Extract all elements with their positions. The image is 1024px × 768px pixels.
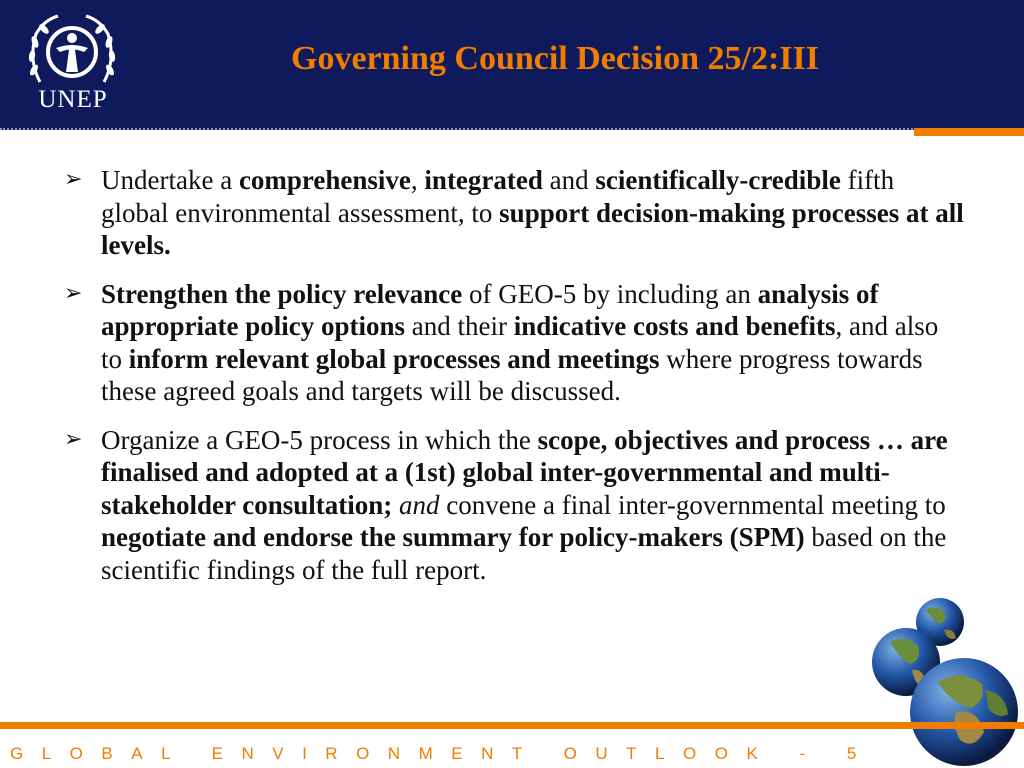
bullet-text-bold: scientifically-credible [595,165,841,195]
bullet-text-bold: inform relevant global processes and meetings [128,343,660,374]
bullet-text-bold: support decision-making processes at all levels. [101,197,964,260]
bullet-text: , [410,165,425,195]
bullet-text: of GEO-5 by including an [462,278,758,309]
bullet-text: fifth global environmental assessment, to [101,165,895,228]
bullet-item [64,278,964,408]
bullet-text: where progress towards these agreed goals and targets will be discussed. [101,343,923,406]
bullet-text: convene a final inter-governmental meeting to [439,489,946,520]
bullet-text: , and also to [101,311,939,374]
bullet-text: and [542,165,596,195]
footer-accent-bar [0,722,1024,729]
bullet-arrow-icon: ➢ [64,426,83,452]
bullet-text: based on the scientific findings of the full report. [101,522,947,585]
bullet-text-bold: indicative costs and benefits [513,311,836,341]
globes-illustration [860,590,1024,768]
bullet-text: Undertake a [101,165,239,195]
bullet-text-bold: comprehensive [238,165,411,195]
bullet-text-bold: Strengthen the policy relevance [101,278,463,309]
header-accent-bar [914,128,1024,136]
bullet-item [64,424,964,587]
header-divider [0,128,1024,130]
bullet-text-bold: analysis of appropriate policy options [101,278,879,341]
bullet-text-italic: and [399,489,440,520]
bullet-text-bold: negotiate and endorse the summary for policy-makers (SPM) [101,522,805,552]
slide-title: Governing Council Decision 25/2:III [291,40,819,77]
bullet-text: and their [405,311,514,341]
large-globe-icon [910,658,1018,766]
bullet-text-bold: integrated [424,165,543,195]
logo-wordmark: UNEP [38,86,108,113]
bullet-text-bold: scope, objectives and process … are finalised and adopted at a (1st) global inter-governmental and multi-stakeholder consultation; [101,424,948,520]
bullet-list [64,164,964,602]
bullet-arrow-icon: ➢ [64,167,83,192]
footer-tagline: GLOBAL ENVIRONMENT OUTLOOK - 5 [10,744,875,763]
bullet-text: Organize a GEO-5 process in which the [101,424,538,455]
bullet-item [64,164,964,262]
bullet-arrow-icon: ➢ [64,280,83,306]
